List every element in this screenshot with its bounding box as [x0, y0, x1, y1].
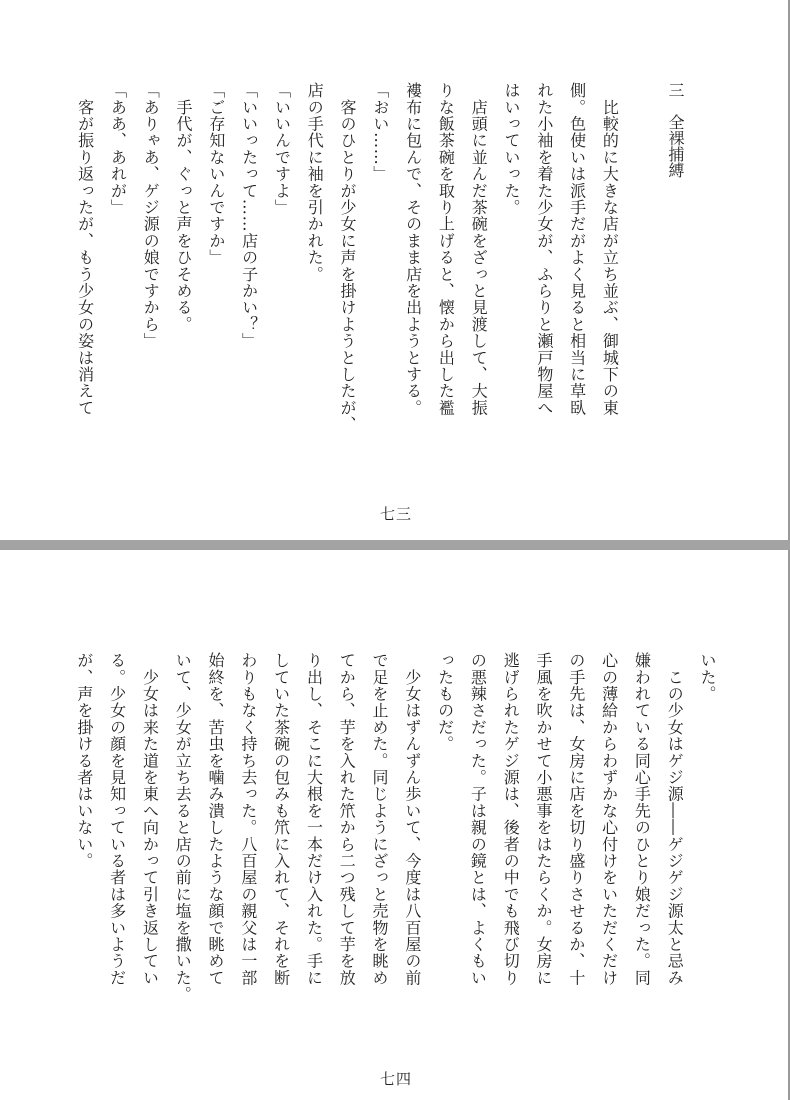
text-line: 「ありゃあ、ゲジ源の娘ですから」 — [141, 82, 161, 350]
text-line: いて、少女が立ち去ると店の前に塩を撒いた。 — [173, 652, 193, 1003]
text-line: れた小袖を着た少女が、ふらりと瀬戸物屋へ — [534, 82, 554, 416]
text-line: 心の薄給からわずかな心付けをいただくだけ — [599, 652, 619, 986]
text-line: が、声を掛ける者はいない。 — [74, 652, 94, 870]
text-line: 側。色使いは派手だがよく見ると相当に草臥 — [567, 82, 587, 416]
text-line: で足を止めた。同じようにざっと売物を眺め — [370, 652, 390, 986]
text-line: 褸布に包んで、そのまま店を出ようとする。 — [403, 82, 423, 416]
chapter-title: 三 全裸捕縛 — [666, 82, 685, 178]
page-number: 七三 — [380, 505, 413, 523]
text-line: 逃げられたゲジ源は、後者の中でも飛び切り — [501, 652, 521, 986]
text-line: り出し、そこに大根を一本だけ入れた。手に — [304, 652, 324, 986]
text-line: の悪辣さだった。子は親の鏡とは、よくもい — [468, 652, 488, 986]
text-line: ったものだ。 — [435, 652, 455, 753]
text-line: る。少女の顔を見知っている者は多いようだ — [107, 652, 127, 986]
page-74 — [0, 550, 790, 1100]
page-number: 七四 — [380, 1070, 413, 1088]
text-line: 店頭に並んだ茶碗をざっと見渡して、大振 — [469, 82, 489, 416]
title-spacer — [625, 82, 658, 433]
text-line: 「おい……」 — [370, 82, 390, 183]
text-line: 始終を、苦虫を噛み潰したような顔で眺めて — [206, 652, 226, 986]
text-line: 客のひとりが少女に声を掛けようとしたが、 — [338, 82, 358, 433]
text-line: いた。 — [698, 652, 717, 703]
page-text — [67, 652, 723, 1003]
text-line: 「ああ、あれが」 — [108, 82, 128, 216]
text-line: 「ご存知ないんですか」 — [206, 82, 226, 266]
text-line: 客が振り返ったが、もう少女の姿は消えて — [75, 82, 95, 416]
text-line: この少女はゲジ源――ゲジゲジ源太と忌み — [665, 652, 685, 986]
text-line: 比較的に大きな店が立ち並ぶ、御城下の東 — [600, 82, 620, 416]
text-line: りな飯茶碗を取り上げると、懐から出した襤 — [436, 82, 456, 416]
text-line: わりもなく持ち去った。八百屋の親父は一部 — [238, 652, 258, 986]
text-line: 「いいんですよ」 — [272, 82, 292, 216]
text-line: 「いいったって……店の子かい？」 — [239, 82, 259, 350]
text-line: 少女はずんずん歩いて、今度は八百屋の前 — [402, 652, 422, 986]
text-line: 少女は来た道を東へ向かって引き返してい — [140, 652, 160, 986]
page-73 — [0, 0, 790, 540]
page-text — [68, 82, 691, 433]
text-line: 手代が、ぐっと声をひそめる。 — [174, 82, 194, 333]
text-line: 店の手代に袖を引かれた。 — [305, 82, 325, 283]
text-line: していた茶碗の包みも笊に入れて、それを断 — [271, 652, 291, 986]
text-line: 手風を吹かせて小悪事をはたらくか。女房に — [534, 652, 554, 986]
text-line: はいっていった。 — [502, 82, 522, 216]
text-line: の手先は、女房に店を切り盛りさせるか、十 — [566, 652, 586, 986]
text-line: てから、芋を入れた笊から二つ残して芋を放 — [337, 652, 357, 986]
text-line: 嫌われている同心手先のひとり娘だった。同 — [632, 652, 652, 986]
page-separator — [0, 540, 790, 550]
